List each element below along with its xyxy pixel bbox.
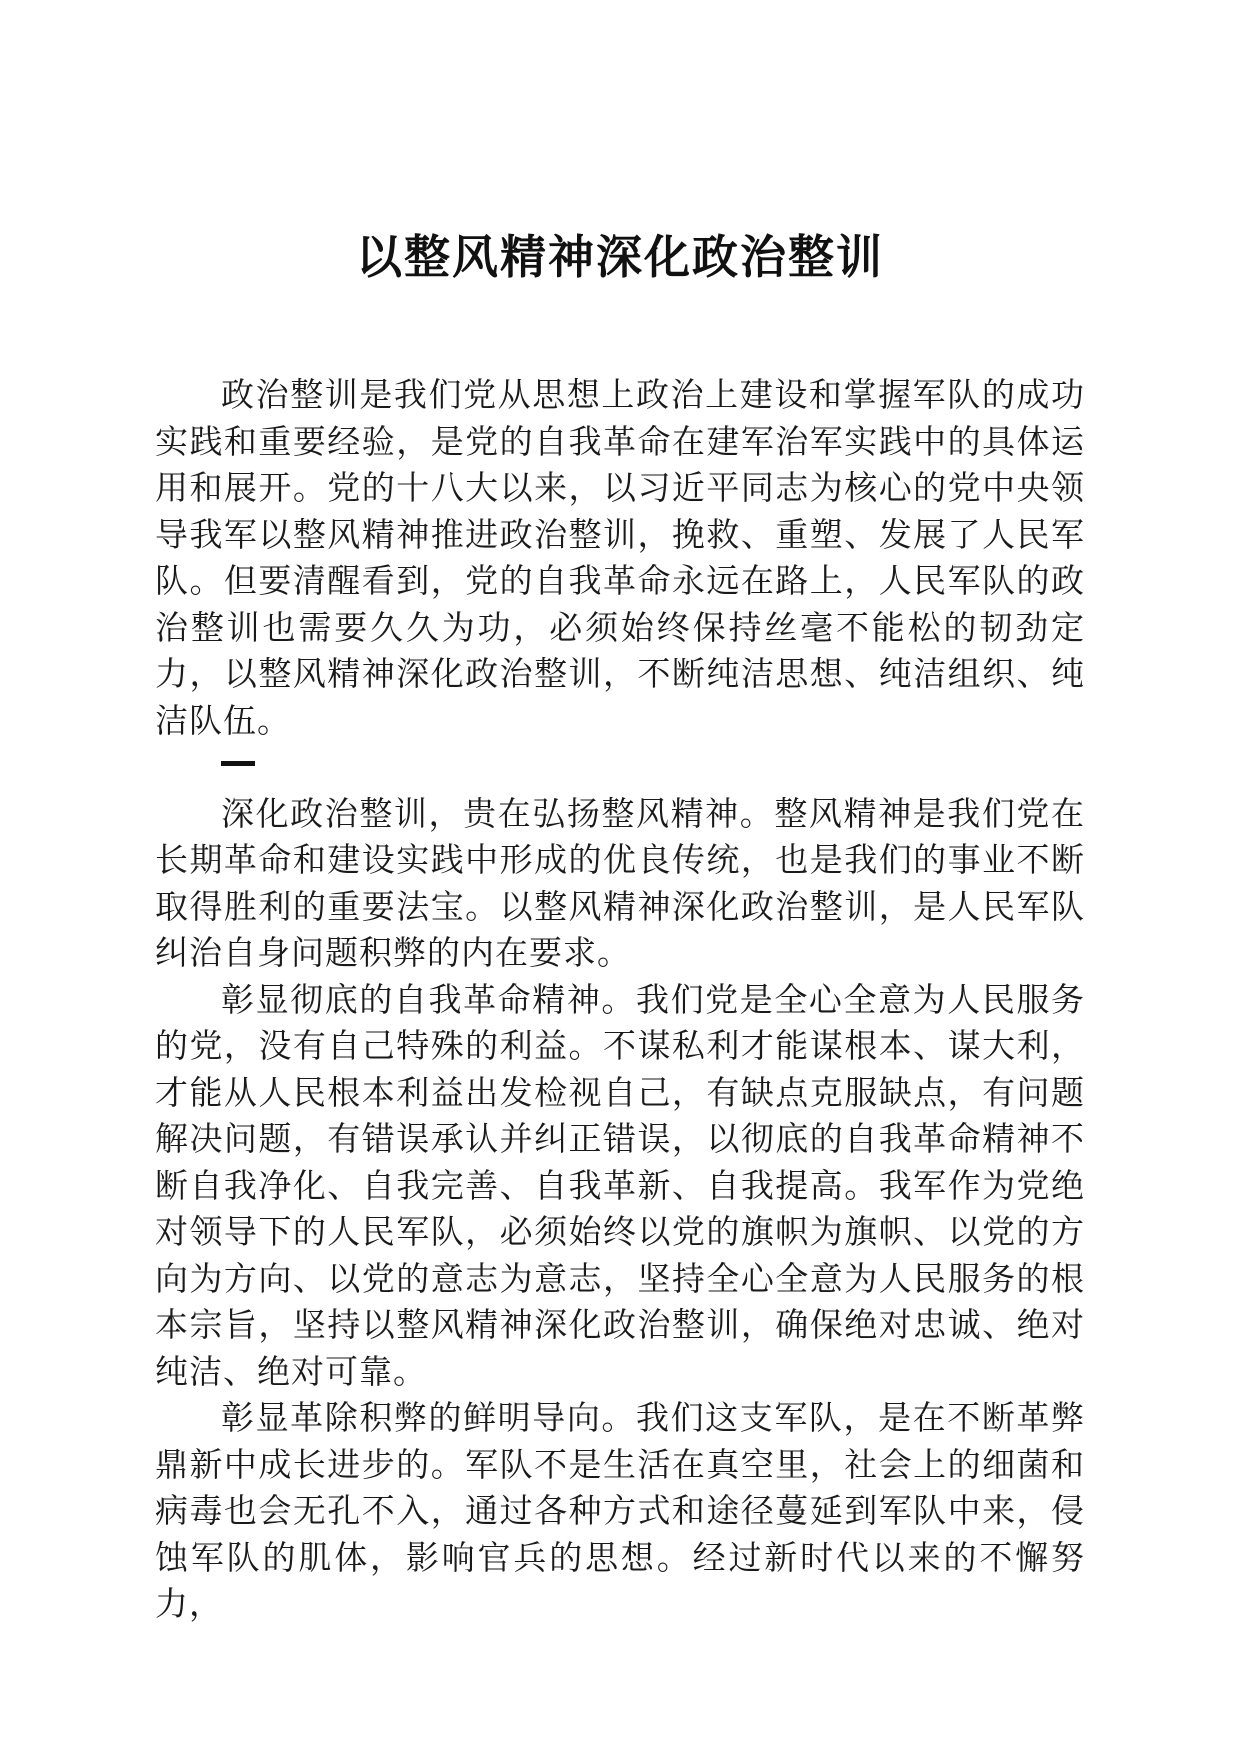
intro-paragraph: 政治整训是我们党从思想上政治上建设和掌握军队的成功实践和重要经验，是党的自我革命在建军治军实践中的具体运用和展开。党的十八大以来，以习近平同志为核心的党中央领导我军以整风精神推进政治整训，挽救、重塑、发展了人民军队。但要清醒看到，党的自我革命永远在路上，人民军队的政治整训也需要久久为功，必须始终保持丝毫不能松的韧劲定力，以整风精神深化政治整训，不断纯洁思想、纯洁组织、纯洁队伍。 [155,375,1085,740]
body-paragraph: 深化政治整训，贵在弘扬整风精神。整风精神是我们党在长期革命和建设实践中形成的优良传统，也是我们的事业不断取得胜利的重要法宝。以整风精神深化政治整训，是人民军队纠治自身问题积弊的内在要求。 [155,793,1085,972]
body-paragraph: 彰显彻底的自我革命精神。我们党是全心全意为人民服务的党，没有自己特殊的利益。不谋私利才能谋根本、谋大利，才能从人民根本利益出发检视自己，有缺点克服缺点，有问题解决问题，有错误承认并纠正错误，以彻底的自我革命精神不断自我净化、自我完善、自我革新、自我提高。我军作为党绝对领导下的人民军队，必须始终以党的旗帜为旗帜、以党的方向为方向、以党的意志为意志，坚持全心全意为人民服务的根本宗旨，坚持以整风精神深化政治整训，确保绝对忠诚、绝对纯洁、绝对可靠。 [155,979,1085,1391]
document-title: 以整风精神深化政治整训 [356,230,884,284]
body-paragraph: 彰显革除积弊的鲜明导向。我们这支军队，是在不断革弊鼎新中成长进步的。军队不是生活在真空里，社会上的细菌和病毒也会无孔不入，通过各种方式和途径蔓延到军队中来，侵蚀军队的肌体，影响官兵的思想。经过新时代以来的不懈努力， [155,1398,1085,1623]
section-marker [221,744,1085,791]
section-dash [221,761,255,766]
document-body [155,372,1085,1628]
